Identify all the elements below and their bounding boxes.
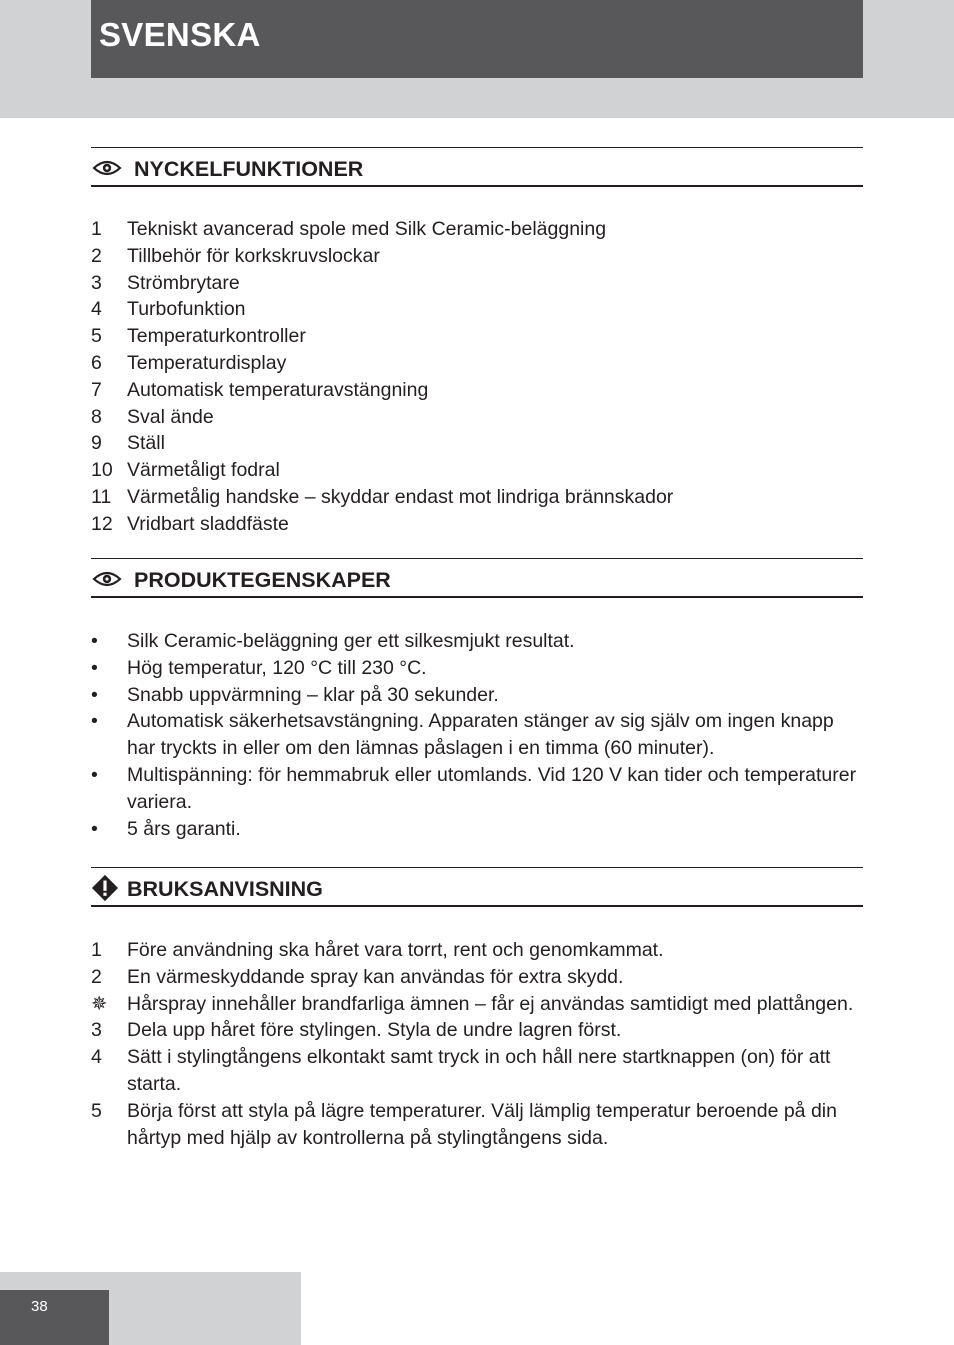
bullet-marker: • (91, 683, 98, 706)
item-text: Sätt i stylingtångens elkontakt samt tryck in och håll nere startknappen (on) för att starta. (127, 1046, 831, 1095)
page-number-box (0, 1290, 109, 1345)
section-title: PRODUKTEGENSKAPER (134, 568, 391, 592)
list-item (91, 377, 863, 404)
item-text: Dela upp håret före stylingen. Styla de undre lagren först. (127, 1019, 622, 1042)
item-marker: 1 (91, 939, 102, 961)
bullet-marker: • (91, 817, 98, 840)
item-text: Silk Ceramic-beläggning ger ett silkesmjukt resultat. (127, 630, 575, 652)
list-item (91, 1098, 863, 1152)
item-marker: 4 (91, 1046, 102, 1069)
item-marker: 10 (91, 459, 113, 482)
section-heading-product-features (91, 558, 863, 598)
list-item (91, 323, 863, 350)
list-item (91, 270, 863, 297)
item-marker: 9 (91, 432, 102, 455)
item-text: Automatisk temperaturavstängning (127, 378, 429, 401)
list-item (91, 484, 863, 511)
section-heading-instructions (91, 867, 863, 907)
list-item (91, 708, 863, 762)
language-title: SVENSKA (99, 16, 261, 53)
page-number: 38 (31, 1298, 48, 1315)
item-marker: 8 (91, 405, 102, 428)
item-text: Värmetålig handske – skyddar endast mot lindriga brännskador (127, 485, 674, 508)
section-heading-key-features (91, 147, 863, 187)
list-item (91, 655, 863, 682)
list-item (91, 1044, 863, 1098)
list-item (91, 350, 863, 377)
list-item (91, 762, 863, 816)
list-item (91, 404, 863, 431)
item-marker: 1 (91, 218, 102, 240)
item-marker: 2 (91, 965, 102, 988)
list-item (91, 991, 863, 1018)
item-text: Värmetåligt fodral (127, 459, 280, 482)
item-text: Automatisk säkerhetsavstängning. Apparaten stänger av sig själv om ingen knapp har tryckts in eller om den lämnas påslagen i en timma (60 minuter). (127, 710, 834, 760)
item-text: Tillbehör för korkskruvslockar (127, 244, 380, 267)
item-text: Snabb uppvärmning – klar på 30 sekunder. (127, 683, 499, 706)
list-item (91, 216, 863, 243)
item-text: Turbofunktion (127, 298, 246, 321)
list-item (91, 243, 863, 270)
list-item (91, 430, 863, 457)
list-item (91, 457, 863, 484)
item-text: 5 års garanti. (127, 817, 241, 840)
eye-icon (92, 159, 122, 177)
item-marker: 12 (91, 512, 113, 535)
list-item (91, 682, 863, 709)
list-item (91, 511, 863, 538)
item-text: Ställ (127, 432, 165, 455)
item-text: Multispänning: för hemmabruk eller utomlands. Vid 120 V kan tider och temperaturer variera. (127, 763, 857, 813)
item-marker: 3 (91, 271, 102, 294)
item-text: Sval ände (127, 405, 214, 428)
bullet-marker: • (91, 656, 98, 679)
language-title-box (91, 0, 863, 78)
item-marker: 11 (91, 485, 112, 508)
section-title: BRUKSANVISNING (127, 877, 323, 901)
item-marker: 5 (91, 1099, 102, 1122)
item-text: Strömbrytare (127, 271, 240, 294)
list-item (91, 937, 863, 964)
list-item (91, 628, 863, 655)
item-marker: 7 (91, 378, 102, 401)
list-item (91, 1017, 863, 1044)
section-title: NYCKELFUNKTIONER (134, 157, 364, 181)
item-text: Hårspray innehåller brandfarliga ämnen – får ej användas samtidigt med plattången. (127, 992, 854, 1015)
item-marker: 6 (91, 351, 102, 374)
key-features-list (91, 216, 863, 538)
item-marker: 3 (91, 1019, 102, 1042)
warning-diamond-icon (91, 874, 119, 902)
item-text: Tekniskt avancerad spole med Silk Ceramic-beläggning (127, 218, 607, 240)
item-text: Börja först att styla på lägre temperaturer. Välj lämplig temperatur beroende på din hårtyp med hjälp av kontrollerna på stylingtångens sida. (127, 1099, 837, 1149)
list-item (91, 964, 863, 991)
bullet-marker: • (91, 710, 98, 733)
item-text: Vridbart sladdfäste (127, 512, 289, 535)
eye-icon (92, 570, 122, 588)
item-text: Hög temperatur, 120 °C till 230 °C. (127, 656, 427, 679)
item-text: Temperaturkontroller (127, 325, 306, 348)
instructions-list (91, 937, 863, 1151)
item-text: Temperaturdisplay (127, 351, 287, 374)
item-marker: 2 (91, 244, 102, 267)
flammable-warning-icon: ✵ (91, 992, 108, 1015)
item-text: Före användning ska håret vara torrt, rent och genomkammat. (127, 939, 664, 961)
product-features-list (91, 628, 863, 842)
item-marker: 4 (91, 298, 102, 321)
bullet-marker: • (91, 763, 98, 786)
bullet-marker: • (91, 630, 98, 652)
list-item (91, 816, 863, 843)
item-text: En värmeskyddande spray kan användas för extra skydd. (127, 965, 624, 988)
list-item (91, 296, 863, 323)
item-marker: 5 (91, 325, 102, 348)
